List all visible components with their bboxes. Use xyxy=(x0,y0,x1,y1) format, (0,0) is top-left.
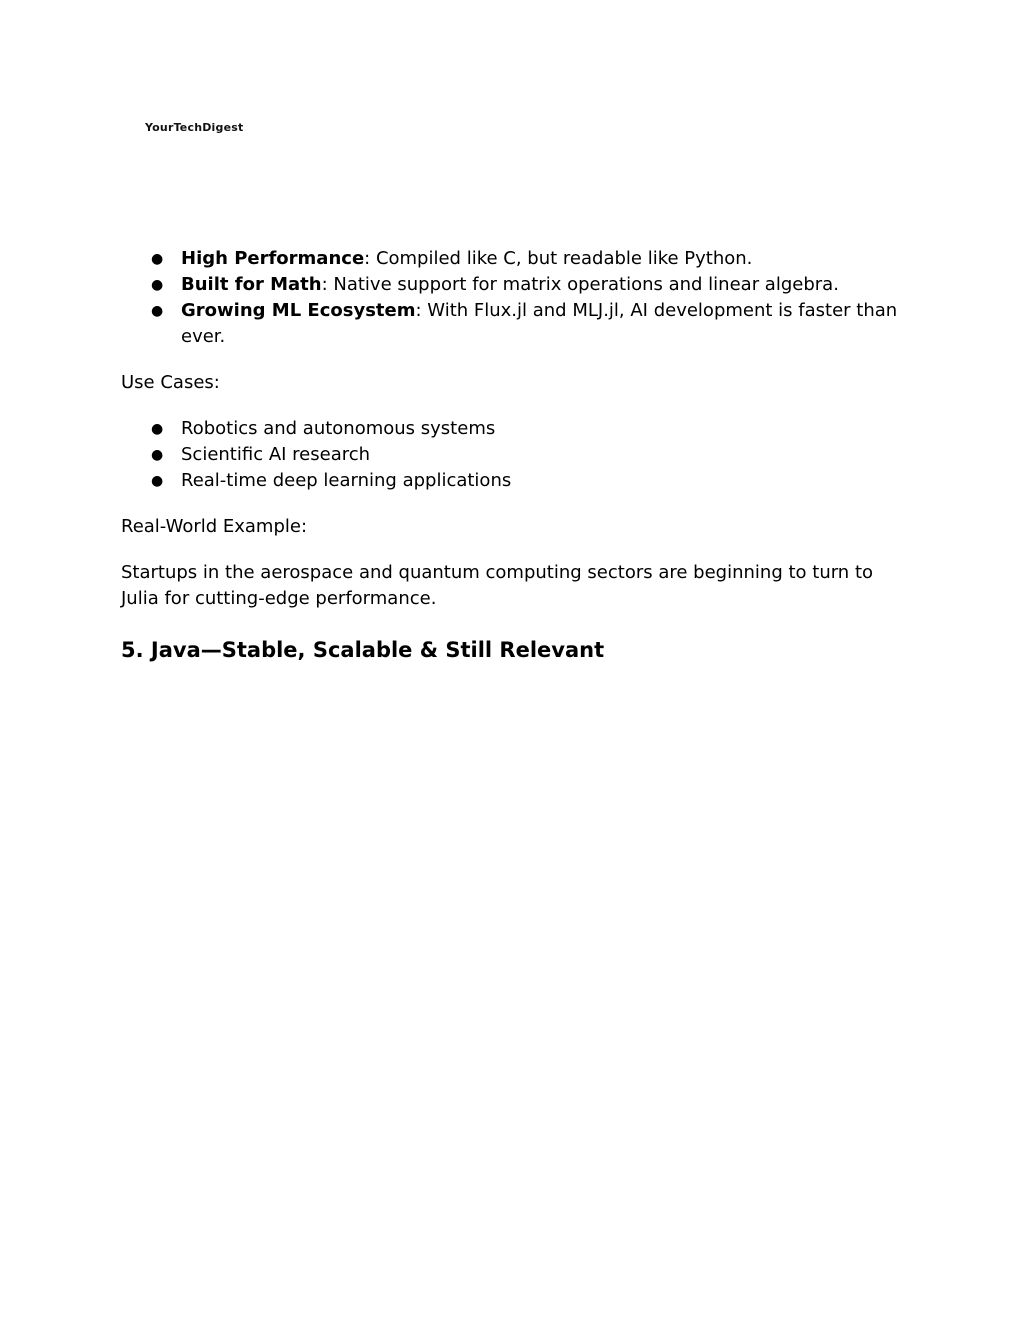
feature-term: Growing ML Ecosystem xyxy=(181,300,416,321)
bullet-icon: ● xyxy=(151,421,164,437)
article-body xyxy=(121,246,911,664)
features-list xyxy=(121,246,911,350)
section-title: 5. Java—Stable, Scalable & Still Relevant xyxy=(121,638,605,662)
feature-term: Built for Math xyxy=(181,274,322,295)
real-world-text: Startups in the aerospace and quantum computing sectors are beginning to turn to Julia for cutting-edge performance. xyxy=(121,562,874,609)
real-world-heading: Real-World Example: xyxy=(121,516,308,537)
feature-desc: : With Flux.jl and MLJ.jl, AI development is faster than ever. xyxy=(181,300,898,347)
list-item xyxy=(121,246,911,272)
feature-desc: : Compiled like C, but readable like Python. xyxy=(364,248,753,269)
use-cases-list xyxy=(121,416,911,494)
feature-desc: : Native support for matrix operations and linear algebra. xyxy=(321,274,839,295)
use-case-text: Real-time deep learning applications xyxy=(181,470,512,491)
list-item xyxy=(121,298,911,350)
use-case-text: Robotics and autonomous systems xyxy=(181,418,496,439)
use-cases-heading: Use Cases: xyxy=(121,372,220,393)
bullet-icon: ● xyxy=(151,473,164,489)
site-logo: YourTechDigest xyxy=(145,121,244,134)
feature-term: High Performance xyxy=(181,248,365,269)
list-item xyxy=(121,416,911,442)
bullet-icon: ● xyxy=(151,447,164,463)
list-item xyxy=(121,272,911,298)
bullet-icon: ● xyxy=(151,303,164,319)
use-case-text: Scientific AI research xyxy=(181,444,371,465)
list-item xyxy=(121,468,911,494)
list-item xyxy=(121,442,911,468)
bullet-icon: ● xyxy=(151,251,164,267)
bullet-icon: ● xyxy=(151,277,164,293)
